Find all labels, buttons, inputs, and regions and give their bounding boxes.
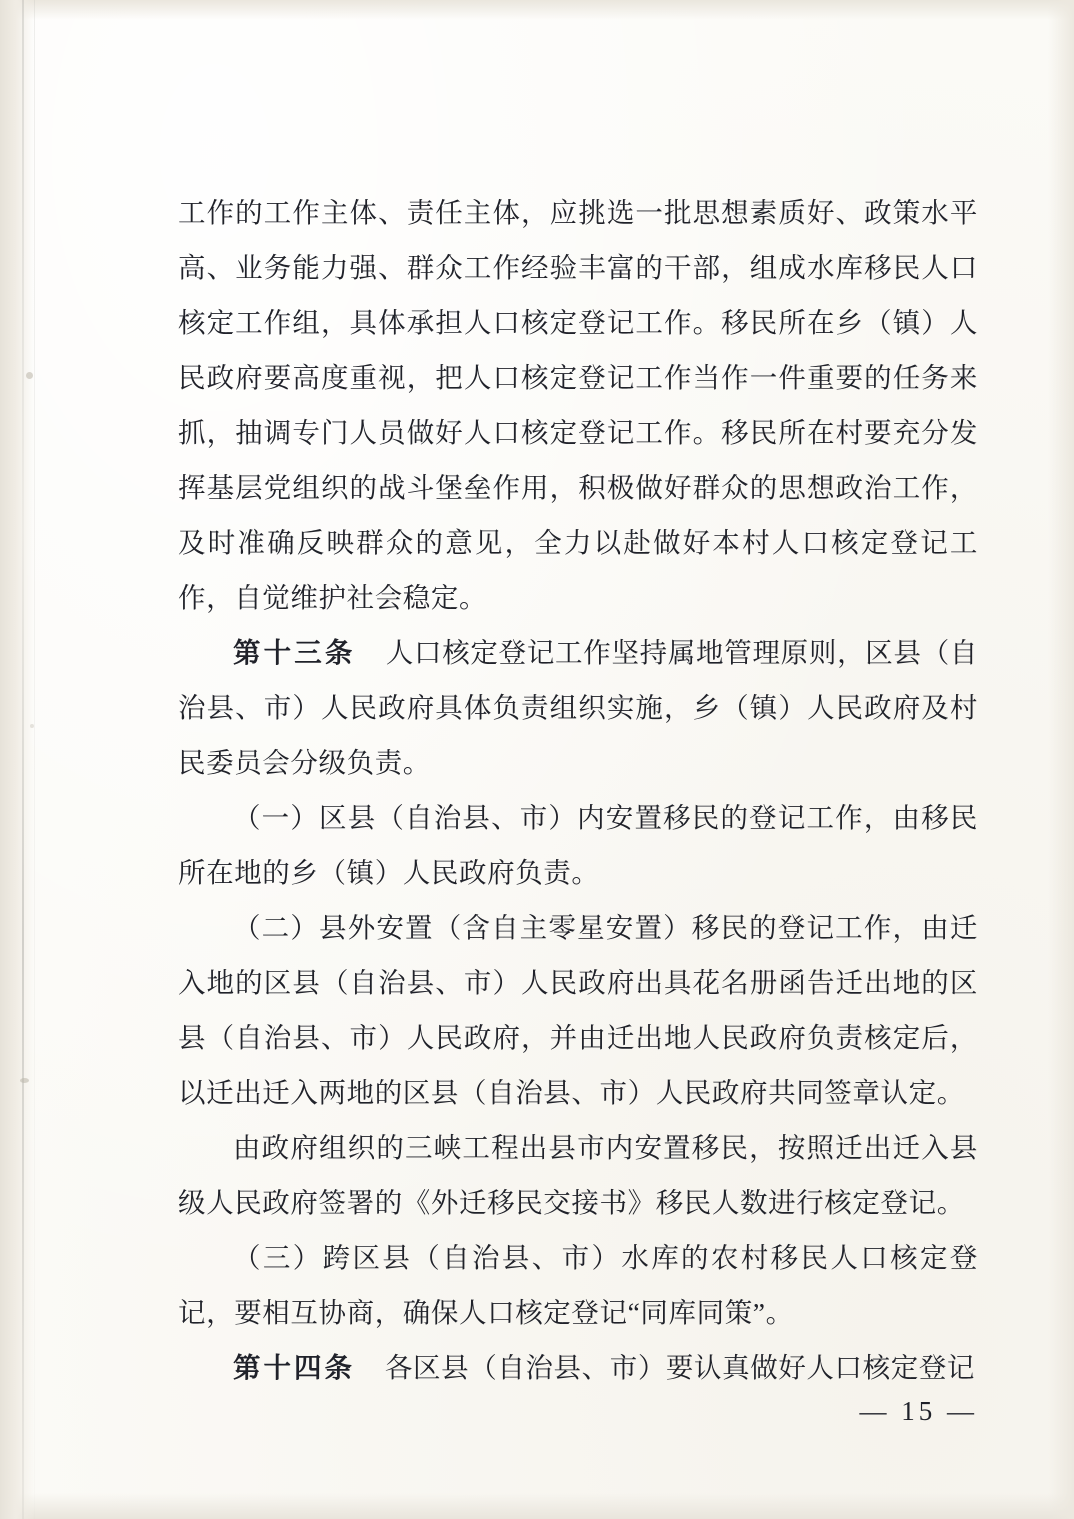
scan-speck xyxy=(26,372,33,379)
scan-edge-bottom xyxy=(0,1493,1074,1519)
page-number: — 15 — xyxy=(859,1396,978,1426)
scan-edge-left xyxy=(0,0,34,1519)
paragraph-item-2-sub xyxy=(178,1120,978,1230)
scan-edge-top xyxy=(0,0,1074,20)
paragraph-text: （二）县外安置（含自主零星安置）移民的登记工作，由迁入地的区县（自治县、市）人民政府出具花名册函告迁出地的区县（自治县、市）人民政府，并由迁出地人民政府负责核定后，以迁出迁入两地的区县（自治县、市）人民政府共同签章认定。 xyxy=(178,912,978,1108)
article-label: 第十四条 xyxy=(233,1352,355,1383)
paragraph-text: （一）区县（自治县、市）内安置移民的登记工作，由移民所在地的乡（镇）人民政府负责。 xyxy=(178,802,978,888)
paragraph-text: 工作的工作主体、责任主体，应挑选一批思想素质好、政策水平高、业务能力强、群众工作经验丰富的干部，组成水库移民人口核定工作组，具体承担人口核定登记工作。移民所在乡（镇）人民政府要高度重视，把人口核定登记工作当作一件重要的任务来抓，抽调专门人员做好人口核定登记工作。移民所在村要充分发挥基层党组织的战斗堡垒作用，积极做好群众的思想政治工作，及时准确反映群众的意见，全力以赴做好本村人口核定登记工作，自觉维护社会稳定。 xyxy=(178,197,978,613)
paragraph-text: 人口核定登记工作坚持属地管理原则，区县（自治县、市）人民政府具体负责组织实施，乡（镇）人民政府及村民委员会分级负责。 xyxy=(178,637,979,778)
paragraph-text: 各区县（自治县、市）要认真做好人口核定登记 xyxy=(384,1352,976,1383)
scan-speck xyxy=(20,1078,29,1083)
paragraph-article-14 xyxy=(178,1340,978,1395)
paragraph-continued xyxy=(178,185,978,625)
paragraph-text: （三）跨区县（自治县、市）水库的农村移民人口核定登记，要相互协商，确保人口核定登记“同库同策”。 xyxy=(178,1242,978,1328)
scan-speck xyxy=(30,724,34,728)
document-body xyxy=(178,185,978,1395)
paper-fold-crease-secondary xyxy=(34,0,35,1519)
paragraph-text: 由政府组织的三峡工程出县市内安置移民，按照迁出迁入县级人民政府签署的《外迁移民交接书》移民人数进行核定登记。 xyxy=(178,1132,978,1218)
scan-edge-right xyxy=(1048,0,1074,1519)
paragraph-item-3 xyxy=(178,1230,978,1340)
paper-fold-crease xyxy=(22,0,24,1519)
paragraph-article-13 xyxy=(178,625,978,790)
paragraph-item-1 xyxy=(178,790,978,900)
paragraph-item-2 xyxy=(178,900,978,1120)
article-label: 第十三条 xyxy=(233,637,356,668)
